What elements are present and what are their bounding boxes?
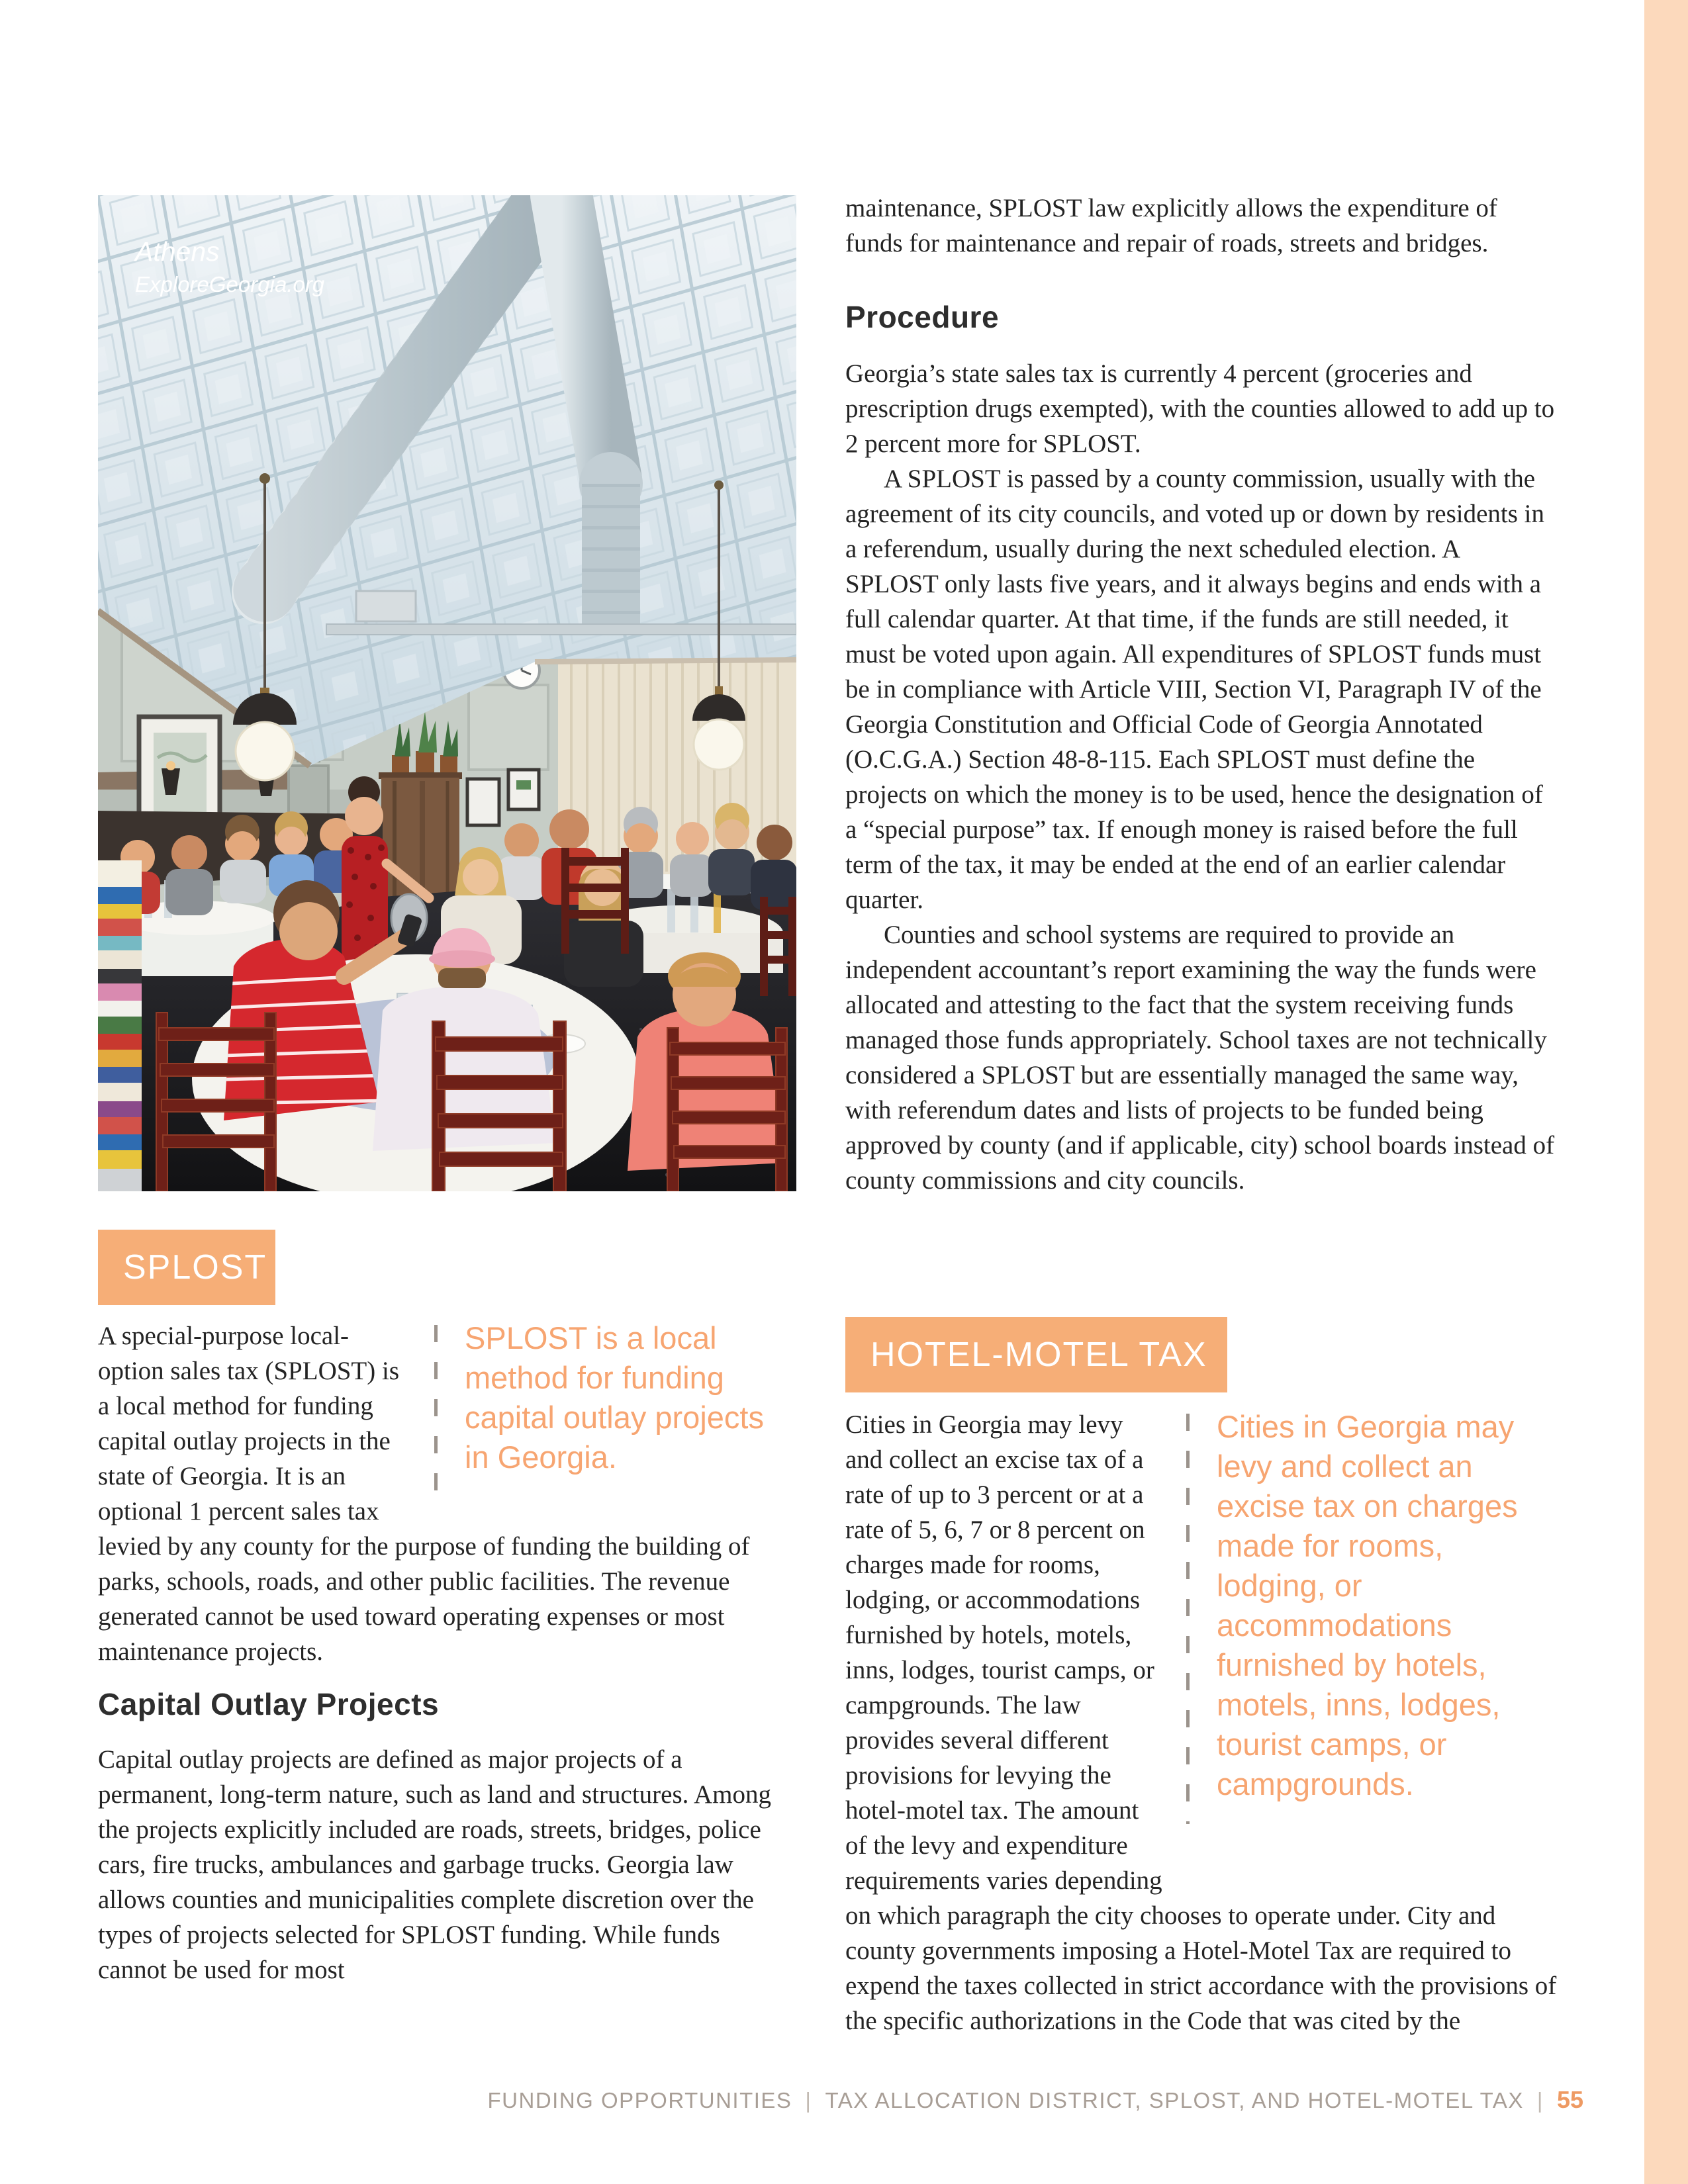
- hotel-motel-section-heading-box: [845, 1317, 1227, 1392]
- capital-outlay-paragraph: Capital outlay projects are defined as major projects of a permanent, long-term nature, such as land and structures. Among the projects explicitly included are roads, streets, bridges, police cars, fire trucks, ambulances and garbage trucks. Georgia law allows counties and municipalities complete discretion over the types of projects selected for SPLOST funding. While funds cannot be used for most: [98, 1745, 771, 1984]
- right-column-intro: [845, 191, 1555, 261]
- splost-heading-label: SPLOST: [123, 1248, 267, 1287]
- procedure-body: [845, 356, 1555, 1198]
- procedure-heading: Procedure: [845, 300, 1000, 334]
- splost-pull-quote: SPLOST is a local method for funding capital outlay projects in Georgia.: [434, 1318, 786, 1529]
- photo-caption-source: ExploreGeorgia.org: [135, 272, 325, 297]
- footer-chapter-label: TAX ALLOCATION DISTRICT, SPLOST, AND HOTEL-MOTEL TAX: [825, 2088, 1524, 2113]
- capital-outlay-body: [98, 1742, 786, 1987]
- book-stack: [98, 860, 142, 1191]
- footer-page-number: 55: [1556, 2086, 1583, 2113]
- photo-caption-location: Athens: [135, 236, 220, 267]
- hotel-motel-paragraph: Cities in Georgia may levy and collect an excise tax of a rate of up to 3 percent or at a rate of 5, 6, 7 or 8 percent on charges made for rooms, lodging, or accommodations furnished by hotels, motels, inns, lodges, tourist camps, or campgrounds. The law provides several different provisions for levying the hotel-motel tax. The amount of the levy and expenditure requirements varies depending on which paragraph the city chooses to operate under. City and county governments imposing a Hotel-Motel Tax are required to expend the taxes collected in strict accordance with the provisions of the specific authorizations in the Code that was cited by the: [845, 1410, 1557, 2035]
- hotel-motel-pull-quote: Cities in Georgia may levy and collect an excise tax on charges made for rooms, lodging, or accommodations furnished by hotels, motels, inns, lodges, tourist camps, or campgrounds.: [1186, 1407, 1557, 1864]
- page-edge-stripe: [1644, 0, 1688, 2184]
- footer-separator: |: [1536, 2088, 1544, 2113]
- capital-outlay-heading: Capital Outlay Projects: [98, 1687, 440, 1721]
- restaurant-photo: [98, 195, 796, 1191]
- restaurant-photo-illustration: [98, 195, 796, 1191]
- splost-section-heading-box: [98, 1230, 275, 1305]
- footer-section-label: FUNDING OPPORTUNITIES: [487, 2088, 792, 2113]
- photo-caption: [135, 234, 324, 300]
- page-footer: [0, 2086, 1583, 2114]
- procedure-paragraph: Counties and school systems are required to provide an independent accountant’s report examining the way the funds were allocated and attesting to the fact that the system receiving funds managed those funds appropriately. School taxes are not technically considered a SPLOST but are essentially managed the same way, with referendum dates and lists of projects to be funded being approved by county (and if applicable, city) school boards instead of county commissions and city councils.: [845, 921, 1555, 1195]
- procedure-paragraph: A SPLOST is passed by a county commission, usually with the agreement of its city councils, and voted up or down by residents in a referendum, usually during the next scheduled election. A SPLOST only lasts five years, and it always begins and ends with a full calendar quarter. At that time, if the funds are still needed, it must be voted upon again. All expenditures of SPLOST funds must be in compliance with Article VIII, Section VI, Paragraph IV of the Georgia Constitution and Official Code of Georgia Annotated (O.C.G.A.) Section 48-8-115. Each SPLOST must define the projects on which the money is to be used, hence the designation of a “special purpose” tax. If enough money is raised before the full term of the tax, it may be ended at the end of an earlier calendar quarter.: [845, 465, 1545, 914]
- hotel-motel-body: [845, 1407, 1557, 2038]
- splost-paragraph: A special-purpose local-option sales tax (SPLOST) is a local method for funding capital outlay projects in the state of Georgia. It is an optional 1 percent sales tax levied by any county for the purpose of funding the building of parks, schools, roads, and other public facilities. The revenue generated cannot be used toward operating expenses or most maintenance projects.: [98, 1322, 750, 1666]
- footer-separator: |: [805, 2088, 812, 2113]
- hotel-motel-heading-label: HOTEL-MOTEL TAX: [870, 1336, 1207, 1374]
- intro-paragraph: maintenance, SPLOST law explicitly allows the expenditure of funds for maintenance and repair of roads, streets and bridges.: [845, 194, 1497, 257]
- procedure-paragraph: Georgia’s state sales tax is currently 4 percent (groceries and prescription drugs exempted), with the counties allowed to add up to 2 percent more for SPLOST.: [845, 359, 1555, 458]
- splost-section-body: [98, 1318, 786, 1669]
